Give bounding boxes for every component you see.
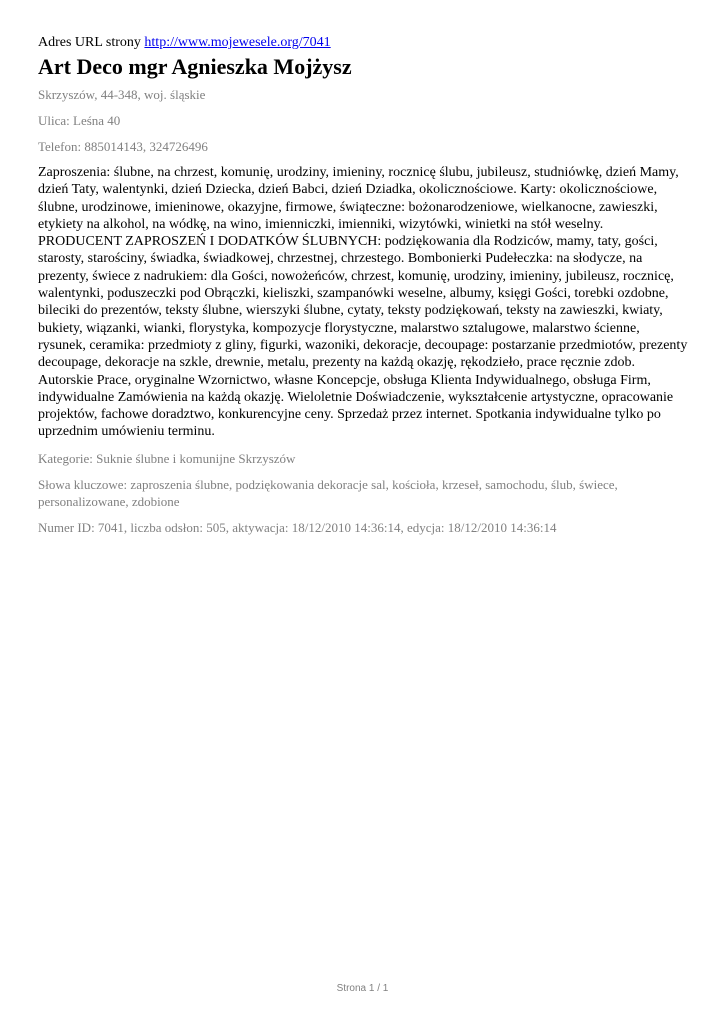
company-street: Ulica: Leśna 40 bbox=[38, 113, 121, 128]
company-location: Skrzyszów, 44-348, woj. śląskie bbox=[38, 87, 206, 102]
company-name: Art Deco mgr Agnieszka Mojżysz bbox=[38, 54, 352, 79]
page-number-footer: Strona 1 / 1 bbox=[336, 983, 389, 994]
categories-text: Kategorie: Suknie ślubne i komunijne Skrzyszów bbox=[38, 450, 296, 466]
record-info-text: Numer ID: 7041, liczba odsłon: 505, aktywacja: 18/12/2010 14:36:14, edycja: 18/12/2010 14:36:14 bbox=[38, 519, 557, 535]
company-description: Zaproszenia: ślubne, na chrzest, komunię, urodziny, imieniny, rocznicę ślubu, jubileusz, studniówkę, dzień Mamy, dzień Taty, walentynki, dzień Dziecka, dzień Babci, dzień Dziadka, okolicznościowe. Karty: okolicznościowe, ślubne, urodzinowe, imieninowe, okazyjne, firmowe, świąteczne: bożonarodzeniowe, wielkanocne, zawieszki, etykiety na alkohol, na wódkę, na wino, imienniczki, imienniki, wizytówki, winietki na stół weselny. PRODUCENT ZAPROSZEŃ I DODATKÓW ŚLUBNYCH: podziękowania dla Rodziców, mamy, taty, gości, starosty, starościny, świadka, świadkowej, chrzestnej, chrzestego. Bombonierki Pudełeczka: na słodycze, na prezenty, świece z nadrukiem: dla Gości, nowożeńców, chrzest, komunię, urodziny, imieniny, jubileusz, rocznicę, walentynki, poduszeczki pod Obrączki, kieliszki, szampanówki weselne, albumy, księgi Gości, torebki ozdobne, bileciki do prezentów, teksty ślubne, wierszyki ślubne, cytaty, teksty podziękowań, teksty na zawieszki, kwiaty, bukiety, wiązanki, wianki, florystyka, kompozycje florystyczne, malarstwo sztalugowe, malarstwo ścienne, rysunek, ceramika: przedmioty z gliny, figurki, wazoniki, dekoracje, decoupage: postarzanie przedmiotów, prezenty decoupage, dekoracje na szkle, drewnie, metalu, prezenty na każdą okazję, rękodzieło, prace ręcznie zdob. Autorskie Prace, oryginalne Wzornictwo, własne Koncepcje, obsługa Klienta Indywidualnego, obsługa Firm, indywidualne Zamówienia na każdą okazję. Wieloletnie Doświadczenie, wykształcenie artystyczne, opracowanie projektów, fachowe doradztwo, konkurencyjne ceny. Sprzedaż przez internet. Spotkania indywidualne tylko po uprzednim umówieniu terminu. bbox=[38, 165, 688, 440]
company-phone: Telefon: 885014143, 324726496 bbox=[38, 139, 208, 154]
url-label: Adres URL strony bbox=[38, 35, 141, 50]
url-line bbox=[38, 34, 688, 52]
keywords-text: Słowa kluczowe: zaproszenia ślubne, podziękowania dekoracje sal, kościoła, krzeseł, samochodu, ślub, świece, personalizowane, zdobione bbox=[38, 476, 618, 509]
page-url-link[interactable]: http://www.mojewesele.org/7041 bbox=[144, 35, 331, 50]
document-page bbox=[38, 34, 688, 545]
